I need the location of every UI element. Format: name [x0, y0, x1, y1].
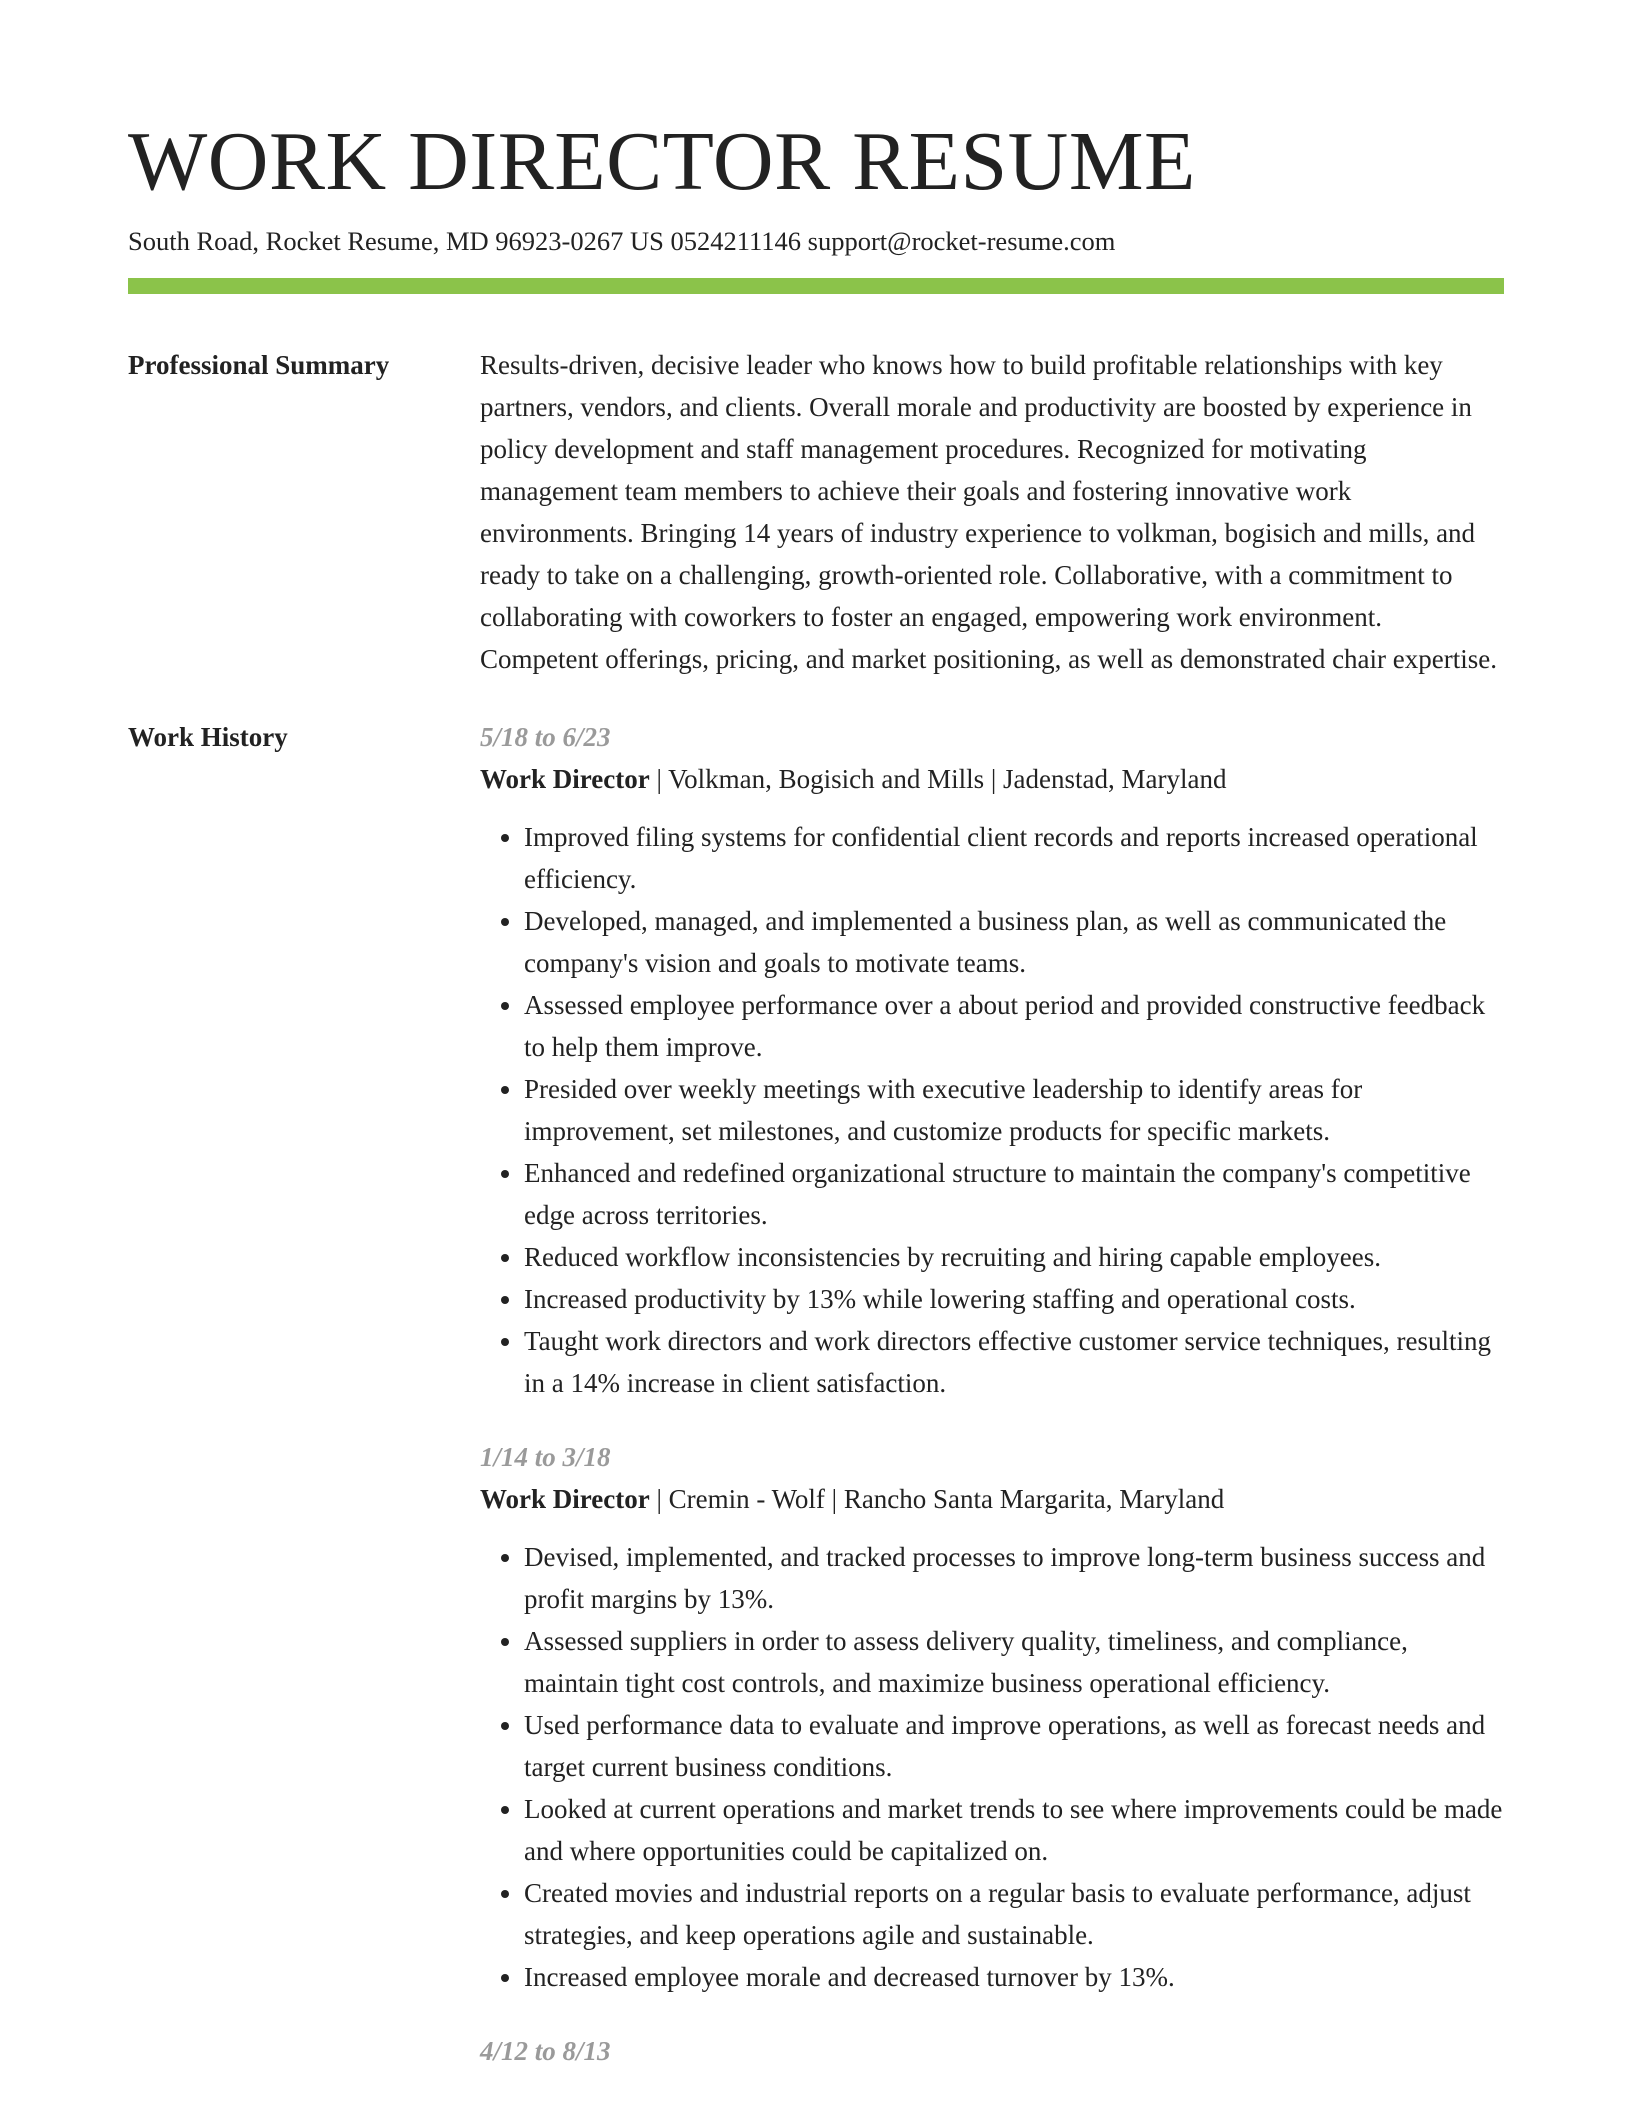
job-bullet: • Assessed suppliers in order to assess delivery quality, timeliness, and compliance, maintain tight cost controls, and maximize business operational efficiency.: [524, 1620, 1504, 1704]
job-dates: 4/12 to 8/13: [480, 2035, 611, 2066]
resume-page: [128, 115, 1504, 2104]
contact-line: [128, 226, 1504, 258]
section-label-work-history: Work History: [128, 721, 288, 752]
job-bullet: • Enhanced and redefined organizational structure to maintain the company's competitive edge across territories.: [524, 1152, 1504, 1236]
summary-text: Results-driven, decisive leader who knows how to build profitable relationships with key partners, vendors, and clients. Overall morale and productivity are boosted by experience in policy development and staff management procedures. Recognized for motivating management team members to achieve their goals and fostering innovative work environments. Bringing 14 years of industry experience to volkman, bogisich and mills, and ready to take on a challenging, growth-oriented role. Collaborative, with a commitment to collaborating with coworkers to foster an engaged, empowering work environment. Competent offerings, pricing, and market positioning, as well as demonstrated chair expertise.: [480, 349, 1497, 674]
job-dates: 5/18 to 6/23: [480, 721, 611, 752]
accent-divider: [128, 278, 1504, 294]
job-bullet: • Assessed employee performance over a about period and provided constructive feedback to help them improve.: [524, 984, 1504, 1068]
job-entry: [480, 2030, 1504, 2072]
work-history-section: [128, 716, 1504, 2104]
job-bullet: • Improved filing systems for confidential client records and reports increased operational efficiency.: [524, 816, 1504, 900]
contact-email: support@rocket-resume.com: [807, 226, 1116, 256]
job-bullets: [480, 1536, 1504, 1998]
job-bullet: • Developed, managed, and implemented a business plan, as well as communicated the company's vision and goals to motivate teams.: [524, 900, 1504, 984]
job-title: Work Director: [480, 763, 650, 794]
job-bullet: • Increased productivity by 13% while lowering staffing and operational costs.: [524, 1278, 1504, 1320]
job-bullet: • Devised, implemented, and tracked processes to improve long-term business success and profit margins by 13%.: [524, 1536, 1504, 1620]
summary-body: [480, 344, 1504, 680]
job-bullets: [480, 816, 1504, 1404]
job-bullet: • Reduced workflow inconsistencies by recruiting and hiring capable employees.: [524, 1236, 1504, 1278]
job-heading: [480, 758, 1504, 800]
job-bullet: • Used performance data to evaluate and improve operations, as well as forecast needs and target current business conditions.: [524, 1704, 1504, 1788]
job-bullet: • Increased employee morale and decreased turnover by 13%.: [524, 1956, 1504, 1998]
job-heading: [480, 1478, 1504, 1520]
job-bullet: • Looked at current operations and market trends to see where improvements could be made and where opportunities could be capitalized on.: [524, 1788, 1504, 1872]
job-details: | Cremin - Wolf | Rancho Santa Margarita, Maryland: [649, 1483, 1225, 1514]
job-title: Work Director: [480, 1483, 650, 1514]
contact-address: South Road, Rocket Resume, MD 96923-0267 US: [128, 226, 664, 256]
professional-summary-section: [128, 344, 1504, 680]
section-label-summary: Professional Summary: [128, 349, 390, 380]
job-entry: [480, 716, 1504, 1404]
job-dates: 1/14 to 3/18: [480, 1441, 611, 1472]
job-bullet: • Taught work directors and work directors effective customer service techniques, resulting in a 14% increase in client satisfaction.: [524, 1320, 1504, 1404]
job-details: | Volkman, Bogisich and Mills | Jadenstad, Maryland: [649, 763, 1227, 794]
work-history-body: [480, 716, 1504, 2104]
job-entry: [480, 1436, 1504, 1998]
job-bullet: • Created movies and industrial reports on a regular basis to evaluate performance, adjust strategies, and keep operations agile and sustainable.: [524, 1872, 1504, 1956]
job-bullet: • Presided over weekly meetings with executive leadership to identify areas for improvement, set milestones, and customize products for specific markets.: [524, 1068, 1504, 1152]
resume-title: WORK DIRECTOR RESUME: [128, 115, 1196, 208]
contact-phone: 0524211146: [670, 226, 802, 256]
